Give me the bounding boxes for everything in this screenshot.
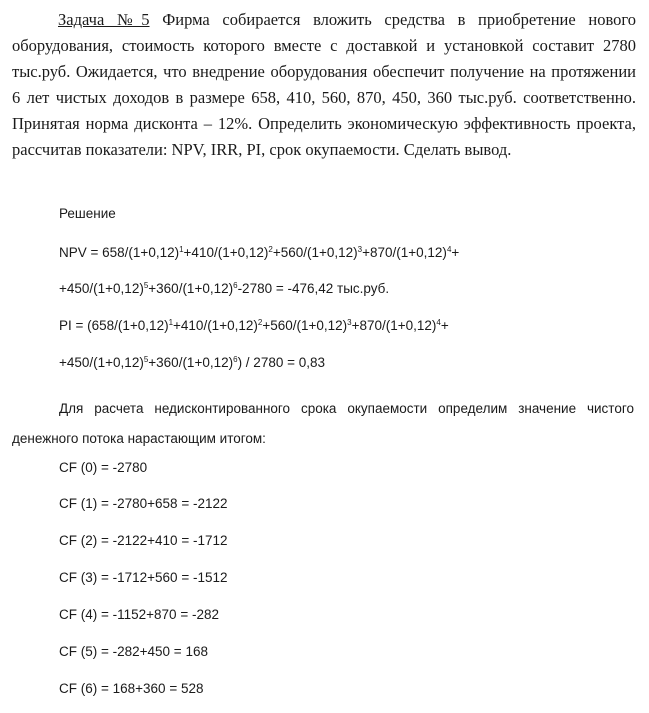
cf-line-3: CF (3) = -1712+560 = -1512 — [59, 570, 228, 585]
term-exponent: 4 — [436, 318, 441, 327]
task-paragraph — [12, 7, 636, 163]
npv-line-2 — [59, 281, 389, 296]
term: +410/(1+0,12) — [173, 318, 258, 333]
cf-line-6: CF (6) = 168+360 = 528 — [59, 681, 204, 696]
term-exponent: 1 — [168, 318, 174, 327]
cf-line-0: CF (0) = -2780 — [59, 460, 148, 475]
term: +450/(1+0,12) — [59, 281, 144, 296]
term: + — [451, 245, 460, 260]
task-text: Фирма собирается вложить средства в приобретение нового оборудования, стоимость которого вместе с доставкой и установкой составит 2780 тыс.руб. Ожидается, что внедрение оборудования обеспечит получение на протяжении 6 лет чистых доходов в размере 658, 410, 560, 870, 450, 360 тыс.руб. соответственно. Принятая норма дисконта – 12%. Определить экономическую эффективность проекта, рассчитав показатели: NPV, IRR, PI, срок окупаемости. Сделать вывод. — [12, 10, 637, 159]
term: +870/(1+0,12) — [351, 318, 437, 333]
term: 658/(1+0,12) — [91, 318, 169, 333]
term-exponent: 6 — [233, 281, 238, 290]
cf-line-4: CF (4) = -1152+870 = -282 — [59, 607, 219, 622]
payback-intro: Для расчета недисконтированного срока окупаемости определим значение чистого денежного потока нарастающим итогом: — [12, 401, 634, 446]
term-exponent: 5 — [143, 281, 149, 290]
pi-line-1 — [59, 318, 449, 333]
term: +450/(1+0,12) — [59, 355, 144, 370]
term: 658/(1+0,12) — [102, 245, 180, 260]
term-exponent: 3 — [357, 245, 363, 254]
term-exponent: 2 — [257, 318, 263, 327]
term-exponent: 5 — [143, 355, 149, 364]
cf-line-1: CF (1) = -2780+658 = -2122 — [59, 496, 228, 511]
npv-terms-line-1 — [102, 245, 459, 260]
term-exponent: 1 — [179, 245, 184, 254]
cf-line-5: CF (5) = -282+450 = 168 — [59, 644, 208, 659]
term: +870/(1+0,12) — [362, 245, 447, 260]
term: +560/(1+0,12) — [262, 318, 348, 333]
term: +410/(1+0,12) — [183, 245, 269, 260]
npv-prefix: NPV = — [59, 245, 103, 260]
pi-prefix: PI = ( — [59, 318, 92, 333]
term-exponent: 4 — [446, 245, 452, 254]
term: +360/(1+0,12) — [148, 355, 234, 370]
npv-result: -2780 = -476,42 тыс.руб. — [237, 281, 390, 296]
term: +360/(1+0,12) — [148, 281, 234, 296]
cf-line-2: CF (2) = -2122+410 = -1712 — [59, 533, 228, 548]
term: + — [440, 318, 449, 333]
pi-line-2 — [59, 355, 325, 370]
term-exponent: 2 — [268, 245, 273, 254]
task-label: Задача №5 — [58, 10, 150, 29]
solution-heading: Решение — [59, 206, 116, 221]
npv-line-1 — [59, 245, 459, 260]
pi-result: ) / 2780 = 0,83 — [237, 355, 326, 370]
term-exponent: 3 — [347, 318, 352, 327]
term-exponent: 6 — [233, 355, 238, 364]
term: +560/(1+0,12) — [272, 245, 358, 260]
